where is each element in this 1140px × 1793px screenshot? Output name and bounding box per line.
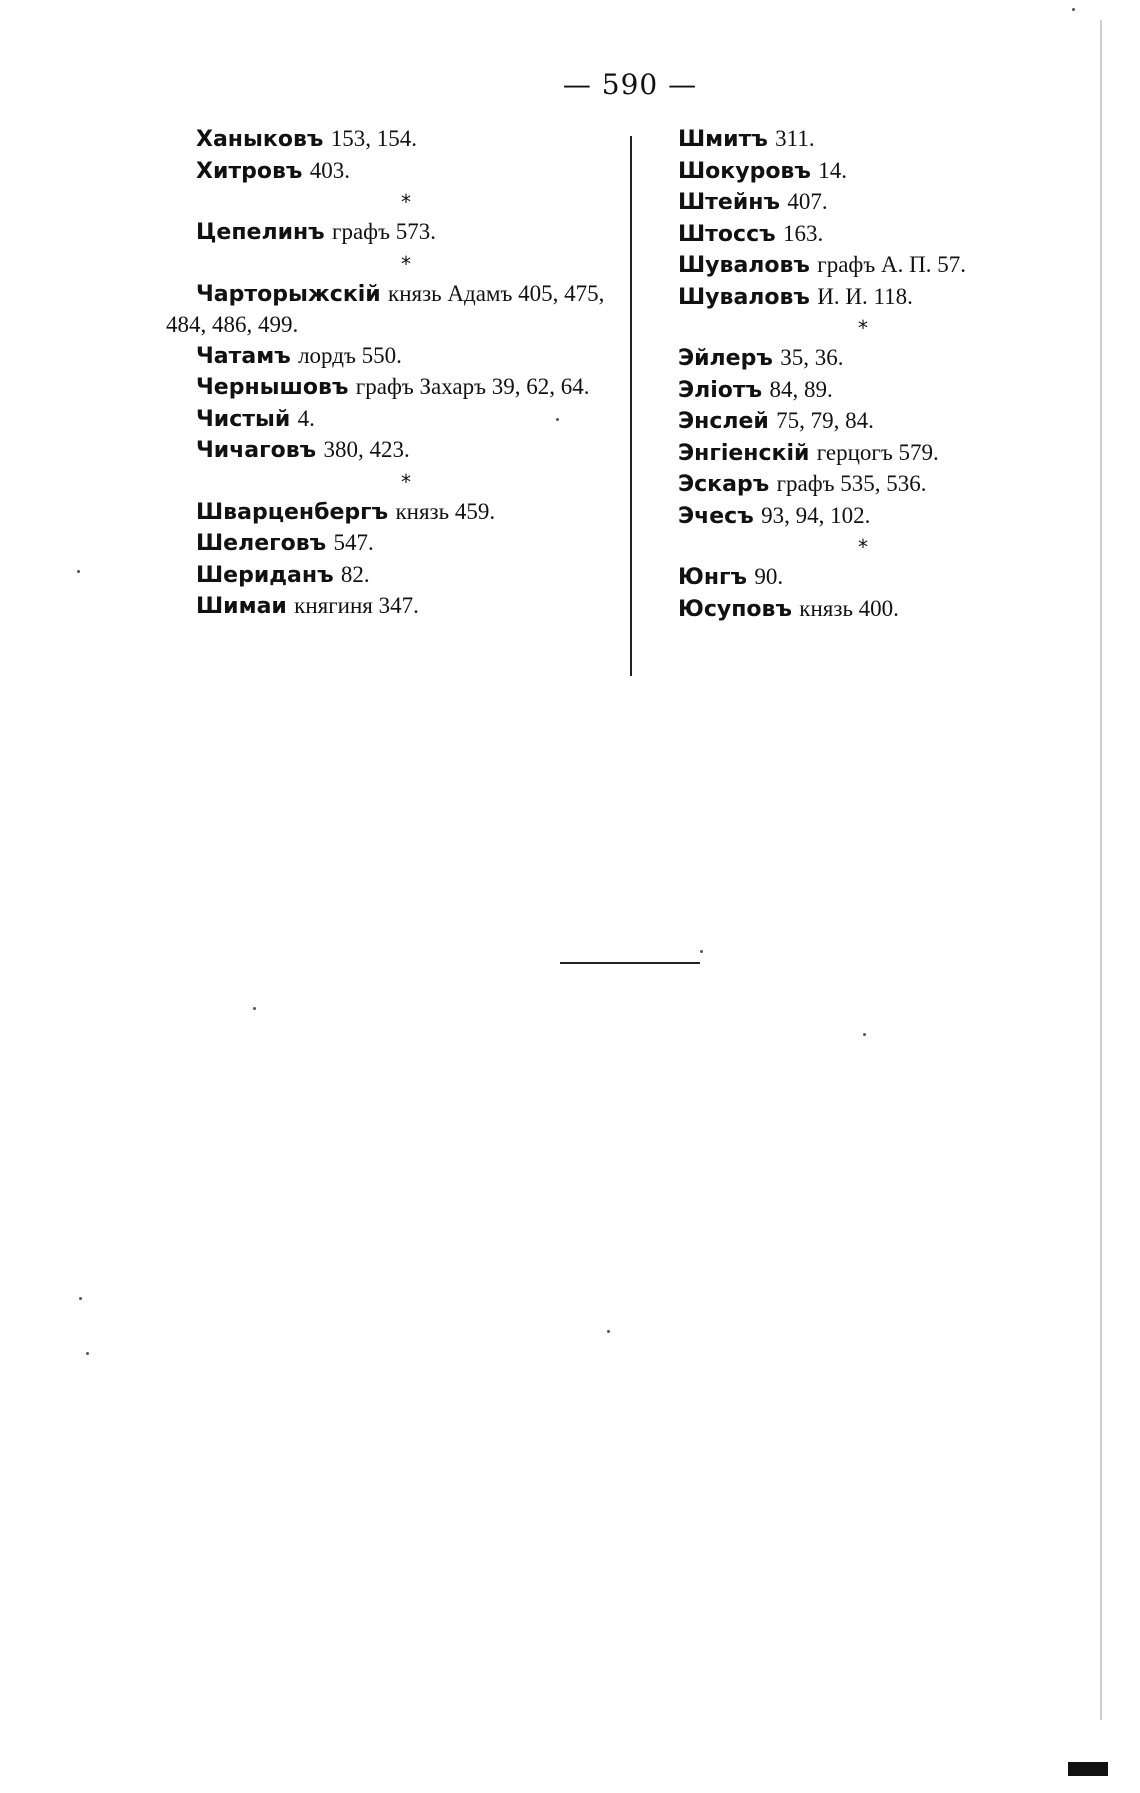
- entry-references: князь 400.: [799, 595, 899, 621]
- entry-references: герцогъ 579.: [816, 439, 939, 465]
- section-separator: *: [401, 190, 411, 214]
- left-index-entry: [196, 217, 616, 249]
- right-index-entry: [678, 282, 1048, 314]
- entry-references: 35, 36.: [780, 345, 844, 370]
- left-index-entry: [196, 156, 616, 188]
- print-speck: [863, 1033, 866, 1036]
- left-index-entry: [196, 528, 616, 560]
- page-number-row: [0, 68, 1140, 101]
- index-column-left: [166, 124, 616, 623]
- entry-references: графъ 535, 536.: [776, 471, 927, 496]
- entry-name: Шмитъ: [678, 127, 768, 152]
- column-divider: [630, 136, 632, 676]
- right-index-entry: [678, 562, 1048, 594]
- entry-name: Шериданъ: [196, 562, 334, 588]
- print-speck: [79, 1297, 82, 1300]
- entry-name: Эскаръ: [678, 472, 770, 497]
- entry-references: лордъ 550.: [298, 342, 402, 368]
- entry-name: Чарторыжскій: [196, 281, 381, 307]
- corner-stamp: [1068, 1762, 1108, 1776]
- entry-references: 163.: [782, 220, 824, 246]
- print-speck: [607, 1330, 610, 1333]
- print-speck: [1072, 8, 1075, 11]
- left-index-entry: [166, 372, 616, 404]
- print-speck: [700, 950, 703, 953]
- right-index-entry: [678, 375, 1048, 407]
- left-index-entry: [166, 279, 616, 341]
- print-speck: [253, 1007, 256, 1010]
- right-index-entry: [678, 469, 1048, 501]
- entry-name: Юнгъ: [678, 565, 748, 590]
- entry-references: 403.: [309, 157, 351, 183]
- entry-references: 84, 89.: [769, 376, 833, 402]
- entry-references: 14.: [818, 157, 847, 183]
- right-index-entry: [678, 187, 1048, 219]
- entry-name: Ханыковъ: [196, 127, 324, 152]
- right-index-entry: [678, 594, 1048, 626]
- entry-name: Шуваловъ: [678, 284, 810, 310]
- right-index-entry: [678, 406, 1048, 438]
- page-number: — 590 —: [562, 68, 698, 101]
- section-separator: *: [401, 469, 411, 494]
- entry-name: Чернышовъ: [196, 375, 349, 400]
- entry-references: 90.: [754, 564, 784, 589]
- print-speck: [86, 1352, 89, 1355]
- entry-name: Шварценбергъ: [196, 499, 389, 525]
- right-index-entry: [678, 343, 1048, 375]
- entry-name: Чичаговъ: [196, 438, 317, 463]
- entry-references: 407.: [787, 189, 828, 214]
- left-index-entry: [196, 435, 616, 467]
- entry-name: Эчесъ: [678, 503, 754, 529]
- right-index-entry: [678, 438, 1048, 470]
- entry-name: Юсуповъ: [678, 596, 792, 622]
- entry-name: Хитровъ: [196, 158, 303, 184]
- page-edge-line: [1100, 20, 1102, 1720]
- entry-name: Шуваловъ: [678, 253, 810, 278]
- left-index-entry: [196, 124, 616, 156]
- section-separator: *: [401, 251, 411, 276]
- entry-name: Энслей: [678, 409, 769, 434]
- end-rule: [560, 962, 700, 964]
- left-index-entry: [196, 560, 616, 592]
- entry-references: графъ Захаръ 39, 62, 64.: [355, 374, 590, 399]
- left-index-entry: [196, 341, 616, 373]
- entry-references: графъ 573.: [332, 219, 436, 244]
- right-index-entry: [678, 156, 1048, 188]
- entry-name: Шелеговъ: [196, 531, 327, 556]
- entry-name: Шокуровъ: [678, 158, 811, 184]
- entry-references: 75, 79, 84.: [776, 408, 874, 433]
- print-speck: [77, 570, 80, 573]
- entry-name: Эйлеръ: [678, 346, 773, 371]
- entry-references: 311.: [775, 126, 815, 151]
- section-separator: *: [858, 535, 868, 559]
- entry-references: графъ А. П. 57.: [817, 252, 966, 277]
- entry-name: Цепелинъ: [196, 220, 325, 245]
- entry-name: Энгіенскій: [678, 440, 810, 466]
- entry-references: 82.: [340, 561, 370, 587]
- entry-name: Чистый: [196, 406, 291, 432]
- left-index-entry: [196, 591, 616, 623]
- entry-references: князь Адамъ 405, 475, 484, 486, 499.: [166, 280, 605, 337]
- right-index-entry: [678, 124, 1048, 156]
- entry-references: И. И. 118.: [817, 283, 913, 309]
- entry-references: 153, 154.: [330, 126, 417, 151]
- entry-references: 93, 94, 102.: [761, 502, 871, 528]
- entry-name: Шимаи: [196, 594, 287, 619]
- right-index-entry: [678, 501, 1048, 533]
- left-index-entry: [196, 404, 616, 436]
- entry-references: княгиня 347.: [294, 593, 419, 618]
- entry-references: 380, 423.: [323, 437, 410, 462]
- entry-references: князь 459.: [395, 498, 496, 524]
- entry-name: Эліотъ: [678, 377, 763, 403]
- entry-name: Штейнъ: [678, 190, 780, 215]
- index-column-right: [678, 124, 1048, 625]
- left-index-entry: [196, 497, 616, 529]
- print-speck: [556, 418, 559, 421]
- entry-name: Чатамъ: [196, 343, 291, 369]
- entry-name: Штоссъ: [678, 221, 776, 247]
- right-index-entry: [678, 250, 1048, 282]
- entry-references: 547.: [333, 530, 374, 555]
- right-index-entry: [678, 219, 1048, 251]
- section-separator: *: [858, 316, 868, 340]
- entry-references: 4.: [297, 405, 315, 431]
